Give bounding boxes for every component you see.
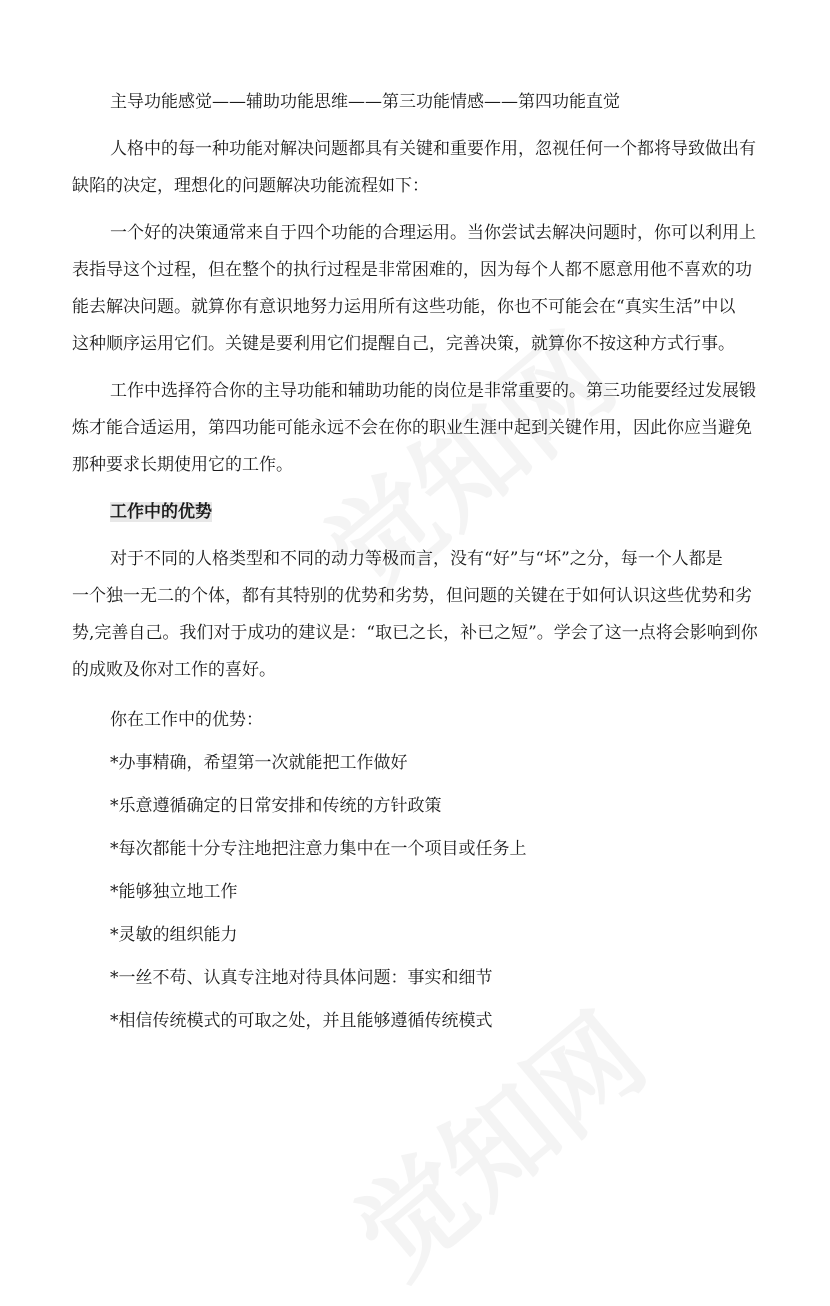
text-line: 缺陷的决定，理想化的问题解决功能流程如下： bbox=[72, 176, 429, 196]
text-line: 人格中的每一种功能对解决问题都具有关键和重要作用，忽视任何一个都将导致做出有 bbox=[110, 139, 756, 159]
list-item: *乐意遵循确定的日常安排和传统的方针政策 bbox=[110, 796, 442, 816]
list-item: *灵敏的组织能力 bbox=[110, 925, 238, 945]
text-line: 表指导这个过程，但在整个的执行过程是非常困难的，因为每个人都不愿意用他不喜欢的功 bbox=[72, 260, 752, 280]
function-chain-line: 主导功能感觉——辅助功能思维——第三功能情感——第四功能直觉 bbox=[110, 92, 620, 112]
list-item: *相信传统模式的可取之处，并且能够遵循传统模式 bbox=[110, 1011, 493, 1031]
section-heading-text: 工作中的优势 bbox=[110, 502, 212, 522]
text-line: 对于不同的人格类型和不同的动力等极而言，没有“好”与“坏”之分，每一个人都是 bbox=[110, 549, 723, 569]
list-item: *一丝不苟、认真专注地对待具体问题：事实和细节 bbox=[110, 968, 493, 988]
text-line: 势,完善自己。我们对于成功的建议是：“取已之长，补已之短”。学会了这一点将会影响到你 bbox=[72, 623, 758, 643]
paragraph-4 bbox=[72, 541, 762, 689]
text-line: 能去解决问题。就算你有意识地努力运用所有这些功能，你也不可能会在“真实生活”中以 bbox=[72, 297, 736, 317]
document-body bbox=[72, 84, 762, 1043]
strengths-label: 你在工作中的优势： bbox=[110, 710, 263, 730]
text-line: 那种要求长期使用它的工作。 bbox=[72, 455, 293, 475]
text-line: 炼才能合适运用，第四功能可能永远不会在你的职业生涯中起到关键作用，因此你应当避免 bbox=[72, 418, 752, 438]
list-item: *办事精确，希望第一次就能把工作做好 bbox=[110, 753, 408, 773]
text-line: 的成败及你对工作的喜好。 bbox=[72, 660, 276, 680]
text-line: 一个独一无二的个体，都有其特别的优势和劣势，但问题的关键在于如何认识这些优势和劣 bbox=[72, 586, 752, 606]
text-line: 这种顺序运用它们。关键是要利用它们提醒自己，完善决策，就算你不按这种方式行事。 bbox=[72, 334, 735, 354]
list-item: *能够独立地工作 bbox=[110, 882, 238, 902]
strengths-list bbox=[72, 742, 762, 1043]
paragraph-2 bbox=[72, 215, 762, 363]
paragraph-1 bbox=[72, 131, 762, 205]
list-item: *每次都能十分专注地把注意力集中在一个项目或任务上 bbox=[110, 839, 527, 859]
text-line: 一个好的决策通常来自于四个功能的合理运用。当你尝试去解决问题时，你可以利用上 bbox=[110, 223, 756, 243]
text-line: 工作中选择符合你的主导功能和辅助功能的岗位是非常重要的。第三功能要经过发展锻 bbox=[110, 381, 756, 401]
section-heading bbox=[72, 494, 762, 531]
paragraph-3 bbox=[72, 373, 762, 484]
